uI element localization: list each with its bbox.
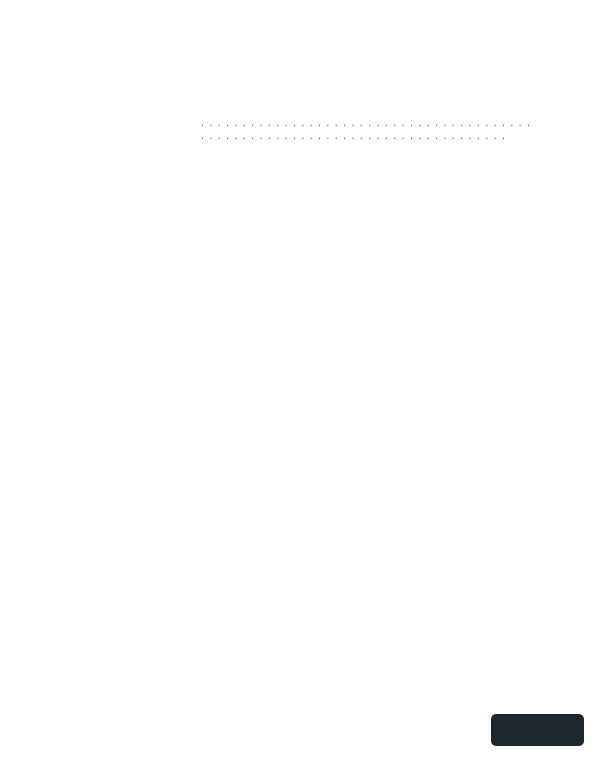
chapter-heading[interactable]: [199, 117, 541, 144]
dot-leader: [201, 117, 539, 144]
chapter-11-section: [199, 117, 541, 146]
studyxy-logo: [491, 714, 584, 746]
